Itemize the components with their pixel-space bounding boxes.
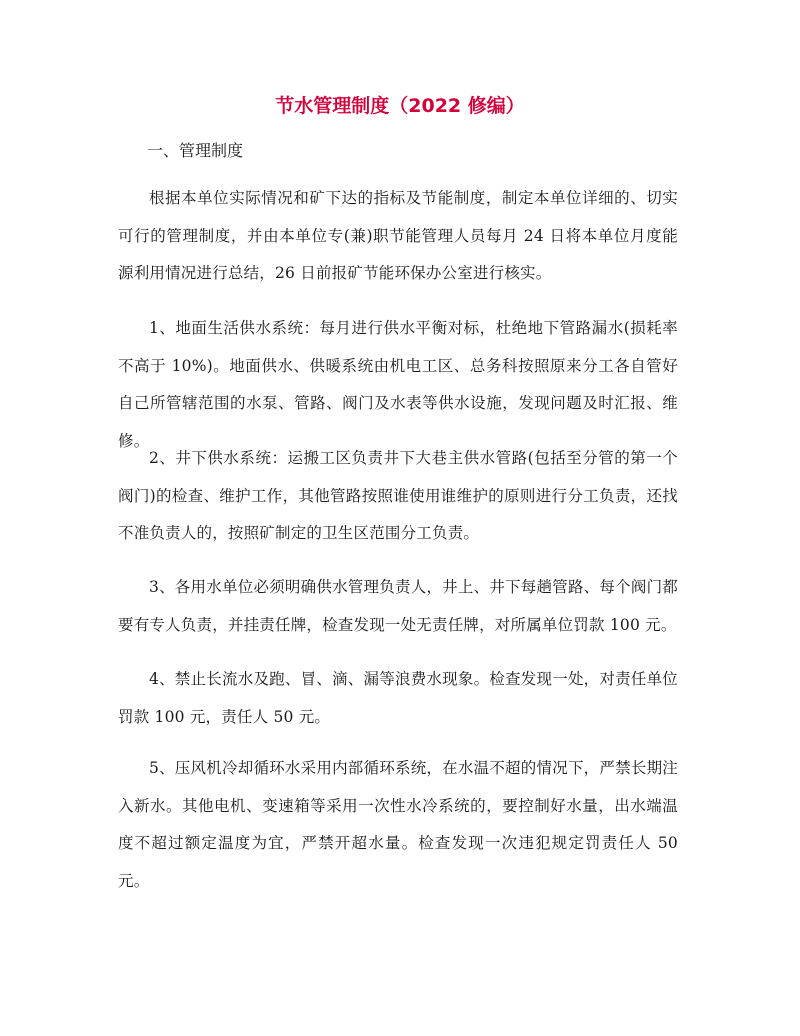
paragraph-waste-prohibition: 4、禁止长流水及跑、冒、滴、漏等浪费水现象。检查发现一处，对责任单位罚款 100 元，责任人 50 元。: [118, 670, 678, 726]
section-heading: 一、管理制度: [147, 141, 244, 160]
paragraph-responsibility: 3、各用水单位必须明确供水管理负责人，井上、井下每趟管路、每个阀门都要有专人负责，并挂责任牌，检查发现一处无责任牌，对所属单位罚款 100 元。: [118, 578, 678, 634]
paragraph-underground-water-supply: 2、井下供水系统：运搬工区负责井下大巷主供水管路(包括至分管的第一个阀门)的检查、维护工作，其他管路按照谁使用谁维护的原则进行分工负责，还找不准负责人的，按照矿制定的卫生区范围分工负责。: [118, 449, 678, 542]
paragraph-intro: 根据本单位实际情况和矿下达的指标及节能制度，制定本单位详细的、切实可行的管理制度，并由本单位专(兼)职节能管理人员每月 24 日将本单位月度能源利用情况进行总结，26 日前报矿节能环保办公室进行核实。: [118, 189, 678, 282]
paragraph-cooling-water: 5、压风机冷却循环水采用内部循环系统，在水温不超的情况下，严禁长期注入新水。其他电机、变速箱等采用一次性水冷系统的，要控制好水量，出水端温度不超过额定温度为宜，严禁开超水量。检查发现一次违犯规定罚责任人 50 元。: [118, 759, 678, 890]
document-title: 节水管理制度（2022 修编）: [275, 95, 525, 117]
paragraph-surface-water-supply: 1、地面生活供水系统：每月进行供水平衡对标，杜绝地下管路漏水(损耗率不高于 10%)。地面供水、供暖系统由机电工区、总务科按照原来分工各自管好自己所管辖范围的水泵、管路、阀门及水表等供水设施，发现问题及时汇报、维修。: [118, 319, 678, 450]
